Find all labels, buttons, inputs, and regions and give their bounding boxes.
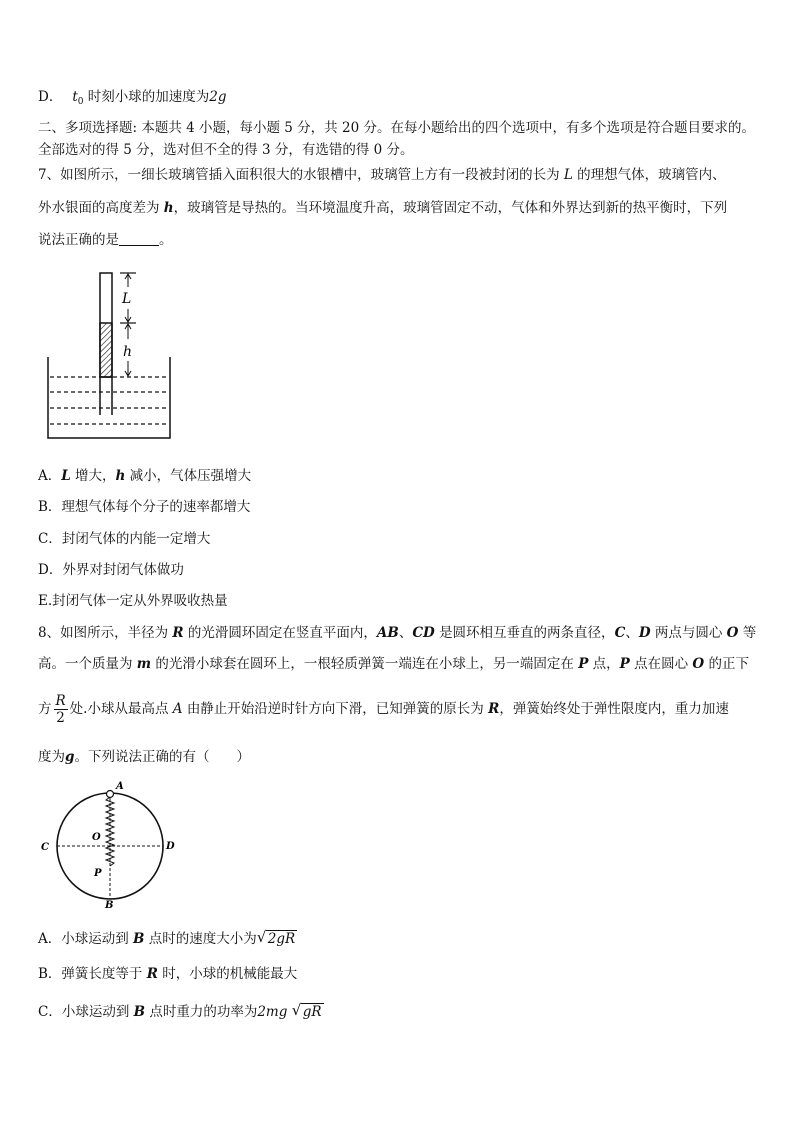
q8-stem-line3: 方 $\frac{R}{2}$ 处.小球从最高点 A 由静止开始沿逆时针方向下滑，已知弹簧的原长为 R，弹簧始终处于弹性限度内，重力加速 xyxy=(38,693,729,726)
q7-option-b[interactable]: B．理想气体每个分子的速率都增大 xyxy=(38,499,251,515)
q7-option-c[interactable]: C．封闭气体的内能一定增大 xyxy=(38,531,211,547)
q7-option-e[interactable]: E.封闭气体一定从外界吸收热量 xyxy=(38,593,228,609)
q7-option-a[interactable]: A．L 增大，h 减小，气体压强增大 xyxy=(38,468,252,484)
q8-option-c[interactable]: C．小球运动到 B 点时重力的功率为2mg √ gR xyxy=(38,1003,324,1021)
q6-option-d: D． $t_0$ 时刻小球的加速度为2g xyxy=(38,89,227,107)
q8-option-b[interactable]: B．弹簧长度等于 R 时，小球的机械能最大 xyxy=(38,966,298,982)
label-p: P xyxy=(94,868,102,879)
q8-stem-line1: 8、如图所示，半径为 R 的光滑圆环固定在竖直平面内，AB、CD 是圆环相互垂直的两条直径，C、D 两点与圆心 O 等 xyxy=(38,625,757,641)
q7-option-d[interactable]: D．外界对封闭气体做功 xyxy=(38,562,184,578)
section2-heading: 二、多项选择题: 本题共 4 小题，每小题 5 分，共 20 分。在每小题给出的四个选项中，有多个选项是符合题目要求的。 xyxy=(38,120,755,136)
q7-stem-line2: 外水银面的高度差为 h，玻璃管是导热的。当环境温度升高，玻璃管固定不动，气体和外界达到新的热平衡时，下列 xyxy=(38,200,728,216)
label-d: D xyxy=(166,841,175,852)
label-h: h xyxy=(123,344,133,360)
ball xyxy=(107,791,114,798)
q8-stem-line4: 度为g。下列说法正确的有（ ） xyxy=(38,749,250,765)
label-o: O xyxy=(92,832,101,843)
label-b: B xyxy=(105,900,114,910)
q8-option-a[interactable]: A．小球运动到 B 点时的速度大小为√ 2gR xyxy=(38,930,297,948)
mercury-column xyxy=(100,323,112,377)
q7-tube-figure xyxy=(40,265,180,445)
fraction-r-over-2: $\frac{R}{2}$ xyxy=(55,693,66,726)
label-c: C xyxy=(41,842,49,853)
q7-stem-line3: 说法正确的是 。 xyxy=(38,232,173,248)
label-a: A xyxy=(116,781,124,792)
section2-rules: 全部选对的得 5 分，选对但不全的得 3 分，有选错的得 0 分。 xyxy=(38,142,414,158)
answer-blank[interactable] xyxy=(119,233,159,246)
label-L: L xyxy=(122,291,132,307)
q8-ring-figure xyxy=(38,780,188,910)
q8-stem-line2: 高。一个质量为 m 的光滑小球套在圆环上，一根轻质弹簧一端连在小球上，另一端固定在 P 点，P 点在圆心 O 的正下 xyxy=(38,656,749,672)
q7-stem-line1: 7、如图所示，一细长玻璃管插入面积很大的水银槽中，玻璃管上方有一段被封闭的长为 L 的理想气体，玻璃管内、 xyxy=(38,167,726,183)
spring xyxy=(106,797,114,866)
